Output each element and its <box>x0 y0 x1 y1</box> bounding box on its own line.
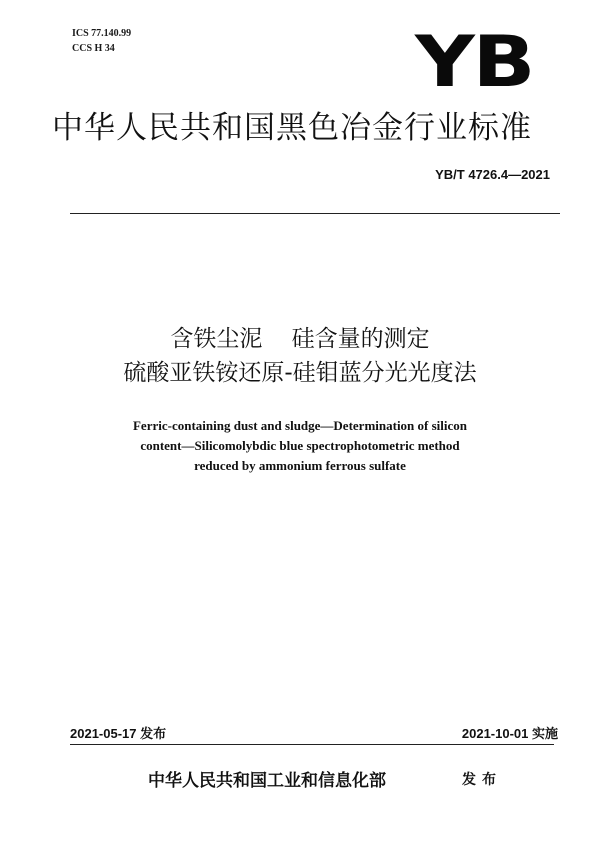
implementation-date: 2021-10-01 实施 <box>461 726 558 741</box>
english-title <box>0 416 600 476</box>
issue-date: 2021-05-17 发布 <box>70 726 167 741</box>
publish-label: 发布 <box>462 772 502 788</box>
english-title-line-1: Ferric-containing dust and sludge—Determination of silicon <box>132 418 468 433</box>
industry-standard-title: 中华人民共和国黑色冶金行业标准 <box>52 110 532 146</box>
chinese-title-line-1: 含铁尘泥 硅含量的测定 <box>170 326 430 352</box>
english-title-line-2: content—Silicomolybdic blue spectrophotometric method <box>140 438 460 453</box>
standard-code: YB/T 4726.4—2021 <box>435 167 550 182</box>
ics-code: ICS 77.140.99 <box>72 28 132 39</box>
ccs-code: CCS H 34 <box>72 43 115 54</box>
publisher-name: 中华人民共和国工业和信息化部 <box>148 771 386 791</box>
english-title-line-3: reduced by ammonium ferrous sulfate <box>194 458 406 473</box>
bottom-divider <box>70 744 554 745</box>
chinese-title-line-2: 硫酸亚铁铵还原-硅钼蓝分光光度法 <box>123 360 477 386</box>
chinese-title <box>0 322 600 390</box>
yb-logo: YB <box>415 21 534 103</box>
top-divider <box>70 213 560 214</box>
